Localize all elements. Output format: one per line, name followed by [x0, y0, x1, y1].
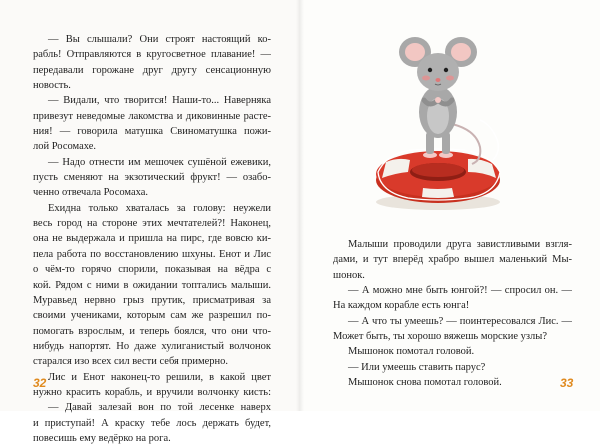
mouse [399, 37, 480, 164]
text-line: своими учениками, которым сам же разрешил по- [33, 310, 271, 322]
text-line: ния! — говорила матушка Свиноматушка пожи- [33, 126, 271, 138]
text-line: — А можно мне быть юнгой?! — спросил он. — [348, 285, 572, 297]
text-line: На каждом корабле есть юнга! [333, 300, 470, 312]
left-page [0, 0, 300, 444]
text-line: Может быть, ты хорошо вяжешь морские узлы? [333, 331, 547, 343]
page-number-right: 33 [560, 376, 574, 390]
text-line: передавали горожане друг другу сенсационную [33, 64, 271, 76]
text-line: ченно отвечала Росомаха. [33, 187, 149, 199]
text-line: Малыши проводили друга завистливыми взгля- [348, 239, 572, 250]
text-line: весь город на стороне этих мечтателей?! Наконец, [33, 218, 271, 230]
text-line: повесишь ему ведёрко на рога. [33, 432, 171, 444]
text-line: новость. [33, 80, 71, 92]
mouse-on-lifebuoy-illustration [368, 12, 508, 217]
text-line: кой. Рядом с ними в ожидании топтались малыши. [33, 279, 271, 291]
text-line: лой Росомахе. [33, 141, 97, 153]
left-page-text [33, 32, 271, 446]
text-line: — Вы слышали? Они строят настоящий ко- [48, 34, 271, 45]
text-line: Ехидна только хваталась за голову: неужели [48, 202, 271, 214]
book-gutter [296, 0, 304, 411]
text-line: — Надо отнести им мешочек сушёной ежевики, [48, 156, 271, 168]
text-line: рабль! Отправляются в кругосветное плавание! — [33, 49, 271, 61]
text-line: — Или умеешь ставить парус? [348, 361, 486, 373]
text-line: — Давай залезай вон по той лесенке наверх [48, 402, 271, 414]
text-line: — А что ты умеешь? — поинтересовался Лис. — [348, 315, 572, 327]
text-line: Мышонок снова помотал головой. [348, 377, 502, 389]
text-line: Лис и Енот наконец-то решили, в какой цвет [48, 371, 271, 383]
text-line: пела работа по восстановлению шхуны. Енот и Лис [33, 248, 271, 260]
right-page-text [333, 237, 572, 390]
text-line: помогать взрослым, и теперь боялся, что они что- [33, 325, 271, 337]
text-line: старался изо всех сил вести себя примерно. [33, 356, 229, 368]
text-line: — Видали, что творится! Наши-то... Наверняка [48, 95, 271, 107]
text-line: привезут неведомые лакомства и диковинные расте- [33, 110, 271, 122]
text-line: Муравьед нервно грыз прутик, присматривая за [33, 294, 271, 306]
text-line: и приступай! А краску тебе лось держать будет, [33, 417, 271, 429]
text-line: дами, и тут вперёд храбро вышел маленький Мы- [333, 254, 572, 266]
text-line: нибудь напортят. Но даже хулиганистый волчонок [33, 340, 271, 352]
page-number-left: 32 [33, 376, 47, 390]
text-line: нужно красить корабль, и вручили волчонку кисть: [33, 386, 271, 398]
text-line: Мышонок помотал головой. [348, 346, 475, 358]
text-line: шонок. [333, 269, 365, 281]
text-line: пусть сменяют на экзотический фрукт! — озабо- [33, 172, 271, 184]
text-line: она не выдержала и пришла на пирс, где вовсю ки- [33, 233, 271, 245]
text-line: о чём-то горячо спорили, показывая на вёдра с [33, 264, 271, 276]
